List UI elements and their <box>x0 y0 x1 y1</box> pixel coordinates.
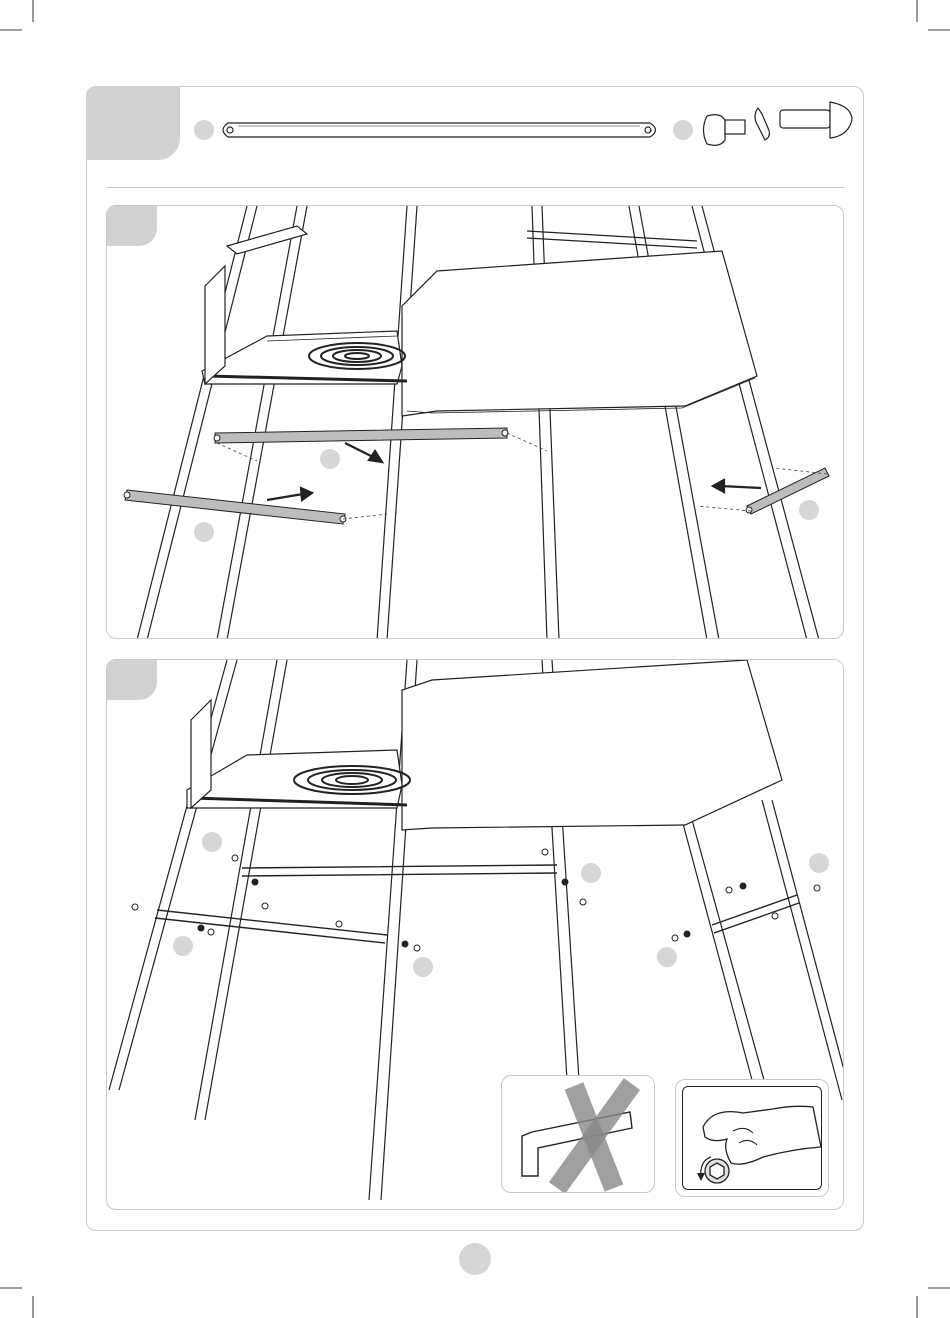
part-callout <box>202 832 222 852</box>
part-callout <box>581 863 601 883</box>
part-callout <box>799 500 819 520</box>
part-callout <box>173 936 193 956</box>
quantity-callout <box>673 120 693 140</box>
bolt-hardware <box>132 849 820 951</box>
parts-header <box>180 96 860 156</box>
step-number-tab <box>86 86 180 160</box>
part-callout <box>657 947 677 967</box>
part-callout <box>809 853 829 873</box>
direction-arrows <box>267 443 761 500</box>
substep-panel-b <box>106 659 844 1210</box>
part-callout <box>413 957 433 977</box>
hand-tighten-icon <box>683 1087 821 1189</box>
insertion-guides <box>217 433 827 519</box>
crossbar-tube-icon <box>223 123 656 137</box>
substep-panel-a <box>106 205 844 639</box>
crossbar-lower <box>124 490 346 524</box>
allen-key-icon <box>502 1076 655 1193</box>
assembly-illustration-a <box>107 206 844 639</box>
header-divider <box>106 187 844 188</box>
quantity-callout <box>194 120 214 140</box>
crossbar-upper <box>214 428 508 443</box>
page-number-dot <box>458 1242 492 1276</box>
part-callout <box>320 449 340 469</box>
tower-frame <box>137 206 819 639</box>
part-callout <box>194 522 214 542</box>
bolt-nut-washer-icon <box>704 102 853 145</box>
no-tool-box <box>501 1075 655 1193</box>
hand-tighten-box <box>675 1079 829 1197</box>
